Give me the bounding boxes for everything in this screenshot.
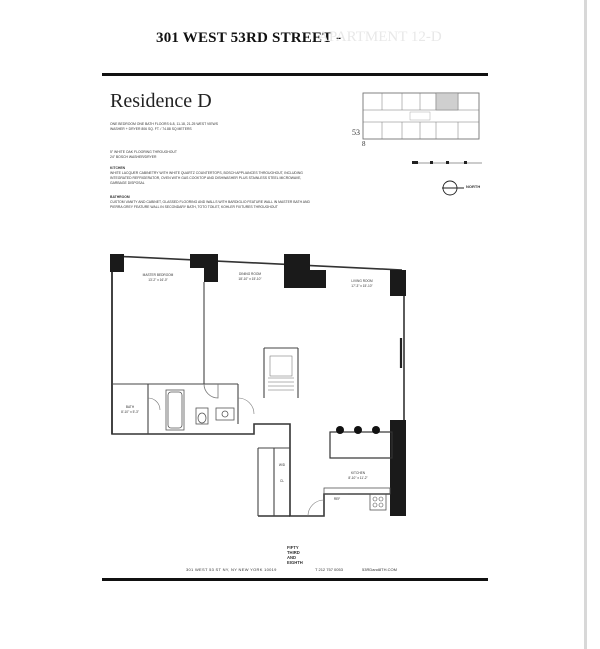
bath-heading: BATHROOM [110, 195, 130, 199]
ref-label: REF [333, 497, 341, 501]
living-room-dim: 17'-3" x 15'-10" [351, 284, 373, 288]
laundry-line: 24" BOSCH WASHER/DRYER [110, 155, 157, 159]
faded-title-suffix: APARTMENT 12-D [318, 29, 442, 45]
footer-phone: T 212 757 0053 [315, 567, 343, 572]
bath-fixtures [166, 384, 234, 430]
master-bedroom-label: MASTER BEDROOM [142, 273, 174, 277]
residence-title: Residence D [110, 90, 212, 112]
logo-line: EIGHTH [287, 560, 303, 565]
bottom-rule [102, 578, 488, 581]
north-label: NORTH [466, 184, 481, 189]
master-bedroom-dim: 13'-2" x 16'-0" [148, 278, 168, 282]
logo-line: FIFTY [287, 545, 299, 550]
bath-label: BATH [125, 405, 135, 409]
street-label: 53 [352, 128, 360, 137]
dining-room-dim: 18'-10" x 15'-10" [238, 277, 262, 281]
footer-address: 301 WEST 53 ST NY, NY NEW YORK 10019 [186, 567, 277, 572]
key-plan [362, 92, 480, 140]
spec-kitchen [110, 166, 310, 186]
kitchen-heading: KITCHEN [110, 166, 126, 170]
dining-room-label: DINING ROOM [239, 272, 261, 276]
floor-plan [108, 248, 408, 520]
highlighted-unit [436, 93, 458, 110]
closet-label: CL [279, 479, 285, 483]
top-rule [102, 73, 488, 76]
living-room-label: LIVING ROOM [351, 279, 373, 283]
spec-finishes [110, 150, 310, 160]
scale-bar [412, 158, 482, 168]
page-edge [584, 0, 587, 649]
bath-dim: 8'-10" x 5'-3" [121, 410, 139, 414]
logo-line: THIRD [287, 550, 300, 555]
wd-label: W/D [278, 463, 286, 467]
bath-text: CUSTOM VANITY AND CABINET, GLASSED FLOORING AND WALLS WITH BARDIGLIO FEATURE WALL IN MASTER BATH AND PIERRA GREY FEATURE WALL IN SECONDARY BATH, TOTO TOILET, KOHLER FIXTURES THROUGHOUT [110, 200, 310, 209]
flooring-line: 5" WHITE OAK FLOORING THROUGHOUT [110, 150, 177, 154]
page-title: 301 WEST 53RD STREET - [156, 30, 342, 46]
spec-bathroom [110, 195, 310, 210]
spec-summary [110, 122, 310, 132]
logo-line: AND [287, 555, 297, 560]
kitchen-dim: 8'-10" x 11'-2" [348, 476, 368, 480]
summary-line: ONE BEDROOM ONE BATH FLOORS 6-8, 11-18, 21-25 WEST VIEWS [110, 122, 218, 126]
kitchen-text: WHITE LACQUER CABINETRY WITH WHITE QUARTZ COUNTERTOPS, BOSCH APPLIANCES THROUGHOUT, INCLUDING INTEGRATED REFRIGERATOR, OVEN WITH GAS COOKTOP AND DISHWASHER PLUS STAINLESS STEEL MICROWAVE, GARBAGE DISPOSAL [110, 171, 303, 185]
kitchen-label: KITCHEN [351, 471, 365, 475]
footer-website: 53RDand8TH.COM [362, 567, 397, 572]
fifty-third-and-eighth-logo [287, 545, 301, 565]
dimensions-line: WASHER + DRYER 806 SQ. FT. / 74.88 SQ METERS [110, 127, 192, 131]
north-arrow-icon [440, 178, 490, 198]
avenue-label: 8 [362, 140, 366, 148]
